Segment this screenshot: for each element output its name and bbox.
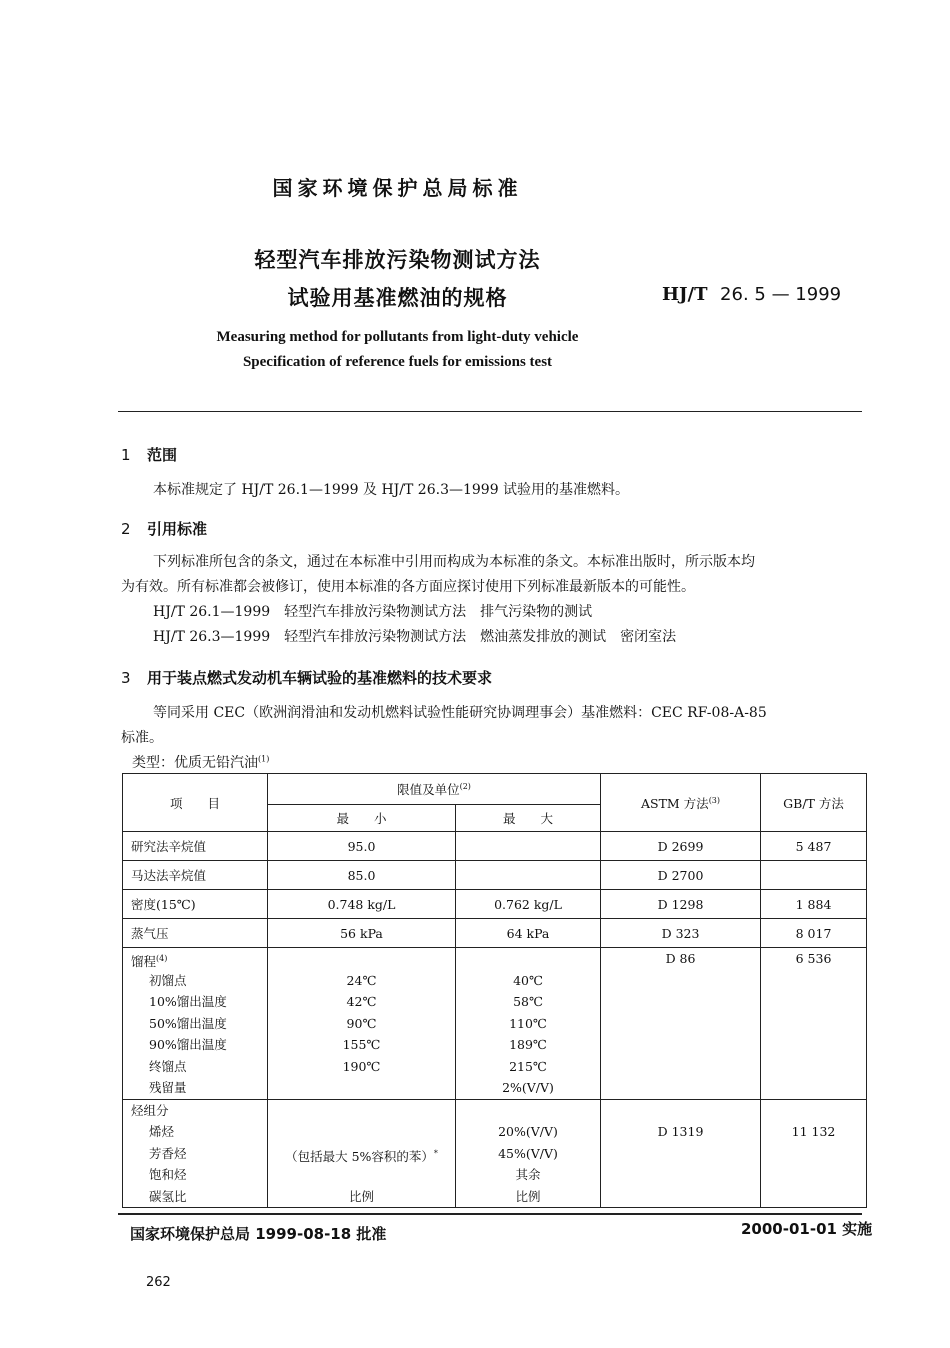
hydrocarbon-item: 饱和烃 xyxy=(149,1167,187,1182)
hydrocarbon-min xyxy=(268,1099,456,1208)
footnote-ref: * xyxy=(433,1148,438,1158)
section-1-heading xyxy=(121,444,177,465)
section-title: 用于装点燃式发动机车辆试验的基准燃料的技术要求 xyxy=(147,669,493,687)
section-title: 引用标准 xyxy=(147,520,208,538)
distillation-item: 初馏点 xyxy=(149,972,187,988)
english-title-line-1: Measuring method for pollutants from light-duty vehicle xyxy=(216,329,579,345)
section-number: 1 xyxy=(121,446,131,464)
row-gbt: 8 017 xyxy=(761,919,867,948)
distillation-title xyxy=(131,948,267,970)
row-min: 85.0 xyxy=(268,861,456,890)
standard-prefix: HJ/T xyxy=(662,284,708,305)
fuel-type-text: 类型：优质无铅汽油 xyxy=(132,755,258,771)
reference-2: HJ/T 26.3—1999 轻型汽车排放污染物测试方法 燃油蒸发排放的测试 密闭室法 xyxy=(153,629,677,645)
hydrocarbon-max-value: 其余 xyxy=(515,1167,541,1182)
table-row xyxy=(123,832,867,861)
footer-divider xyxy=(118,1213,862,1215)
section-1-body: 本标准规定了 HJ/T 26.1—1999 及 HJ/T 26.3—1999 试验用的基准燃料。 xyxy=(153,482,630,498)
header-astm xyxy=(601,774,761,832)
section-3-body-line-2: 标准。 xyxy=(121,730,163,746)
distillation-max-value: 58℃ xyxy=(513,994,543,1009)
row-gbt xyxy=(761,861,867,890)
distillation-max-value: 110℃ xyxy=(509,1015,547,1031)
hydrocarbon-min-value xyxy=(268,1121,455,1143)
row-max xyxy=(456,832,601,861)
distillation-item: 终馏点 xyxy=(149,1058,187,1074)
hydrocarbon-items xyxy=(123,1099,268,1208)
distillation-min-value: 24℃ xyxy=(346,972,377,988)
row-astm: D 2699 xyxy=(601,832,761,861)
row-max: 0.762 kg/L xyxy=(456,890,601,919)
distillation-item: 残留量 xyxy=(149,1080,187,1095)
header-max: 最 大 xyxy=(456,805,601,832)
footnote-ref: (2) xyxy=(459,781,471,791)
distillation-max-value: 189℃ xyxy=(509,1037,547,1052)
header-astm-label: ASTM 方法 xyxy=(640,795,709,811)
distillation-min-value: 90℃ xyxy=(346,1015,377,1031)
section-3-heading xyxy=(121,667,492,688)
section-2-body-line-1: 下列标准所包含的条文，通过在本标准中引用而构成为本标准的条文。本标准出版时，所示版本均 xyxy=(153,554,755,570)
distillation-item: 90%馏出温度 xyxy=(149,1037,227,1052)
distillation-item: 50%馏出温度 xyxy=(149,1015,227,1031)
hydrocarbon-min-value xyxy=(268,1164,455,1186)
hydrocarbon-max-value: 20%(V/V) xyxy=(498,1124,558,1139)
row-item: 研究法辛烷值 xyxy=(123,832,268,861)
standard-number xyxy=(662,284,841,305)
distillation-max xyxy=(456,948,601,1100)
section-2-body-line-2: 为有效。所有标准都会被修订，使用本标准的各方面应探讨使用下列标准最新版本的可能性。 xyxy=(121,579,695,595)
distillation-max-value: 40℃ xyxy=(513,972,543,988)
section-number: 2 xyxy=(121,520,131,538)
row-min: 95.0 xyxy=(268,832,456,861)
section-title: 范围 xyxy=(147,446,178,464)
hydrocarbon-astm-value: D 1319 xyxy=(657,1124,704,1139)
issuing-agency: 国家环境保护总局标准 xyxy=(272,176,523,200)
distillation-item: 10%馏出温度 xyxy=(149,994,227,1009)
standard-number-value: 26. 5 — 1999 xyxy=(720,284,842,305)
row-max xyxy=(456,861,601,890)
row-gbt: 1 884 xyxy=(761,890,867,919)
distillation-min-value: 42℃ xyxy=(346,994,377,1009)
distillation-gbt-value: 6 536 xyxy=(795,951,832,966)
distillation-astm xyxy=(601,948,761,1100)
distillation-astm-value: D 86 xyxy=(665,951,696,966)
reference-1: HJ/T 26.1—1999 轻型汽车排放污染物测试方法 排气污染物的测试 xyxy=(153,604,593,620)
hydrocarbon-title: 烃组分 xyxy=(131,1102,169,1118)
hydrocarbon-min-value xyxy=(268,1143,455,1165)
hydrocarbon-item: 烯烃 xyxy=(149,1124,175,1139)
distillation-items xyxy=(123,948,268,1100)
row-astm: D 323 xyxy=(601,919,761,948)
title-line-1: 轻型汽车排放污染物测试方法 xyxy=(254,248,541,272)
fuel-type-label xyxy=(132,752,269,772)
row-item: 密度(15℃) xyxy=(123,890,268,919)
distillation-min xyxy=(268,948,456,1100)
table-row xyxy=(123,919,867,948)
distillation-max-value: 215℃ xyxy=(509,1058,547,1074)
row-item: 蒸气压 xyxy=(123,919,268,948)
header-gbt: GB/T 方法 xyxy=(761,774,867,832)
section-2-heading xyxy=(121,518,207,539)
row-astm: D 1298 xyxy=(601,890,761,919)
distillation-gbt xyxy=(761,948,867,1100)
hydrocarbon-row xyxy=(123,1099,867,1208)
distillation-min-value: 155℃ xyxy=(342,1037,381,1052)
section-3-body-line-1: 等同采用 CEC（欧洲润滑油和发动机燃料试验性能研究协调理事会）基准燃料：CEC RF-08-A-85 xyxy=(153,705,767,721)
table-row xyxy=(123,890,867,919)
header-min: 最 小 xyxy=(268,805,456,832)
row-min: 0.748 kg/L xyxy=(268,890,456,919)
footnote-ref: (4) xyxy=(156,954,168,963)
table-row xyxy=(123,861,867,890)
row-min: 56 kPa xyxy=(268,919,456,948)
row-item: 马达法辛烷值 xyxy=(123,861,268,890)
distillation-title-text: 馏程 xyxy=(131,954,157,970)
header-divider xyxy=(118,411,862,412)
header-limits xyxy=(268,774,601,805)
distillation-row xyxy=(123,948,867,1100)
approval-date: 国家环境保护总局 1999-08-18 批准 xyxy=(130,1225,387,1243)
implementation-date: 2000-01-01 实施 xyxy=(741,1220,873,1238)
page-number: 262 xyxy=(146,1275,171,1290)
fuel-spec-table xyxy=(122,773,867,1208)
hydrocarbon-gbt-value: 11 132 xyxy=(791,1124,836,1139)
title-line-2: 试验用基准燃油的规格 xyxy=(287,286,508,310)
hydrocarbon-astm xyxy=(601,1099,761,1208)
distillation-min-value: 190℃ xyxy=(342,1058,381,1074)
english-title-line-2: Specification of reference fuels for emissions test xyxy=(242,354,553,370)
section-number: 3 xyxy=(121,669,131,687)
benzene-note-text: （包括最大 5%容积的苯） xyxy=(285,1148,434,1164)
hydrocarbon-max-value: 比例 xyxy=(515,1188,541,1204)
hydrocarbon-max xyxy=(456,1099,601,1208)
hydrocarbon-max-value: 45%(V/V) xyxy=(498,1145,558,1161)
row-gbt: 5 487 xyxy=(761,832,867,861)
hydrocarbon-min-value: 比例 xyxy=(348,1188,374,1204)
row-astm: D 2700 xyxy=(601,861,761,890)
footnote-ref: (1) xyxy=(258,754,270,764)
header-item: 项 目 xyxy=(123,774,268,832)
hydrocarbon-item: 芳香烃 xyxy=(149,1145,187,1161)
header-limits-label: 限值及单位 xyxy=(397,782,460,797)
footnote-ref: (3) xyxy=(708,795,721,805)
hydrocarbon-gbt xyxy=(761,1099,867,1208)
hydrocarbon-item: 碳氢比 xyxy=(149,1188,187,1204)
distillation-min-value xyxy=(268,1077,455,1099)
distillation-max-value: 2%(V/V) xyxy=(502,1080,554,1095)
row-max: 64 kPa xyxy=(456,919,601,948)
